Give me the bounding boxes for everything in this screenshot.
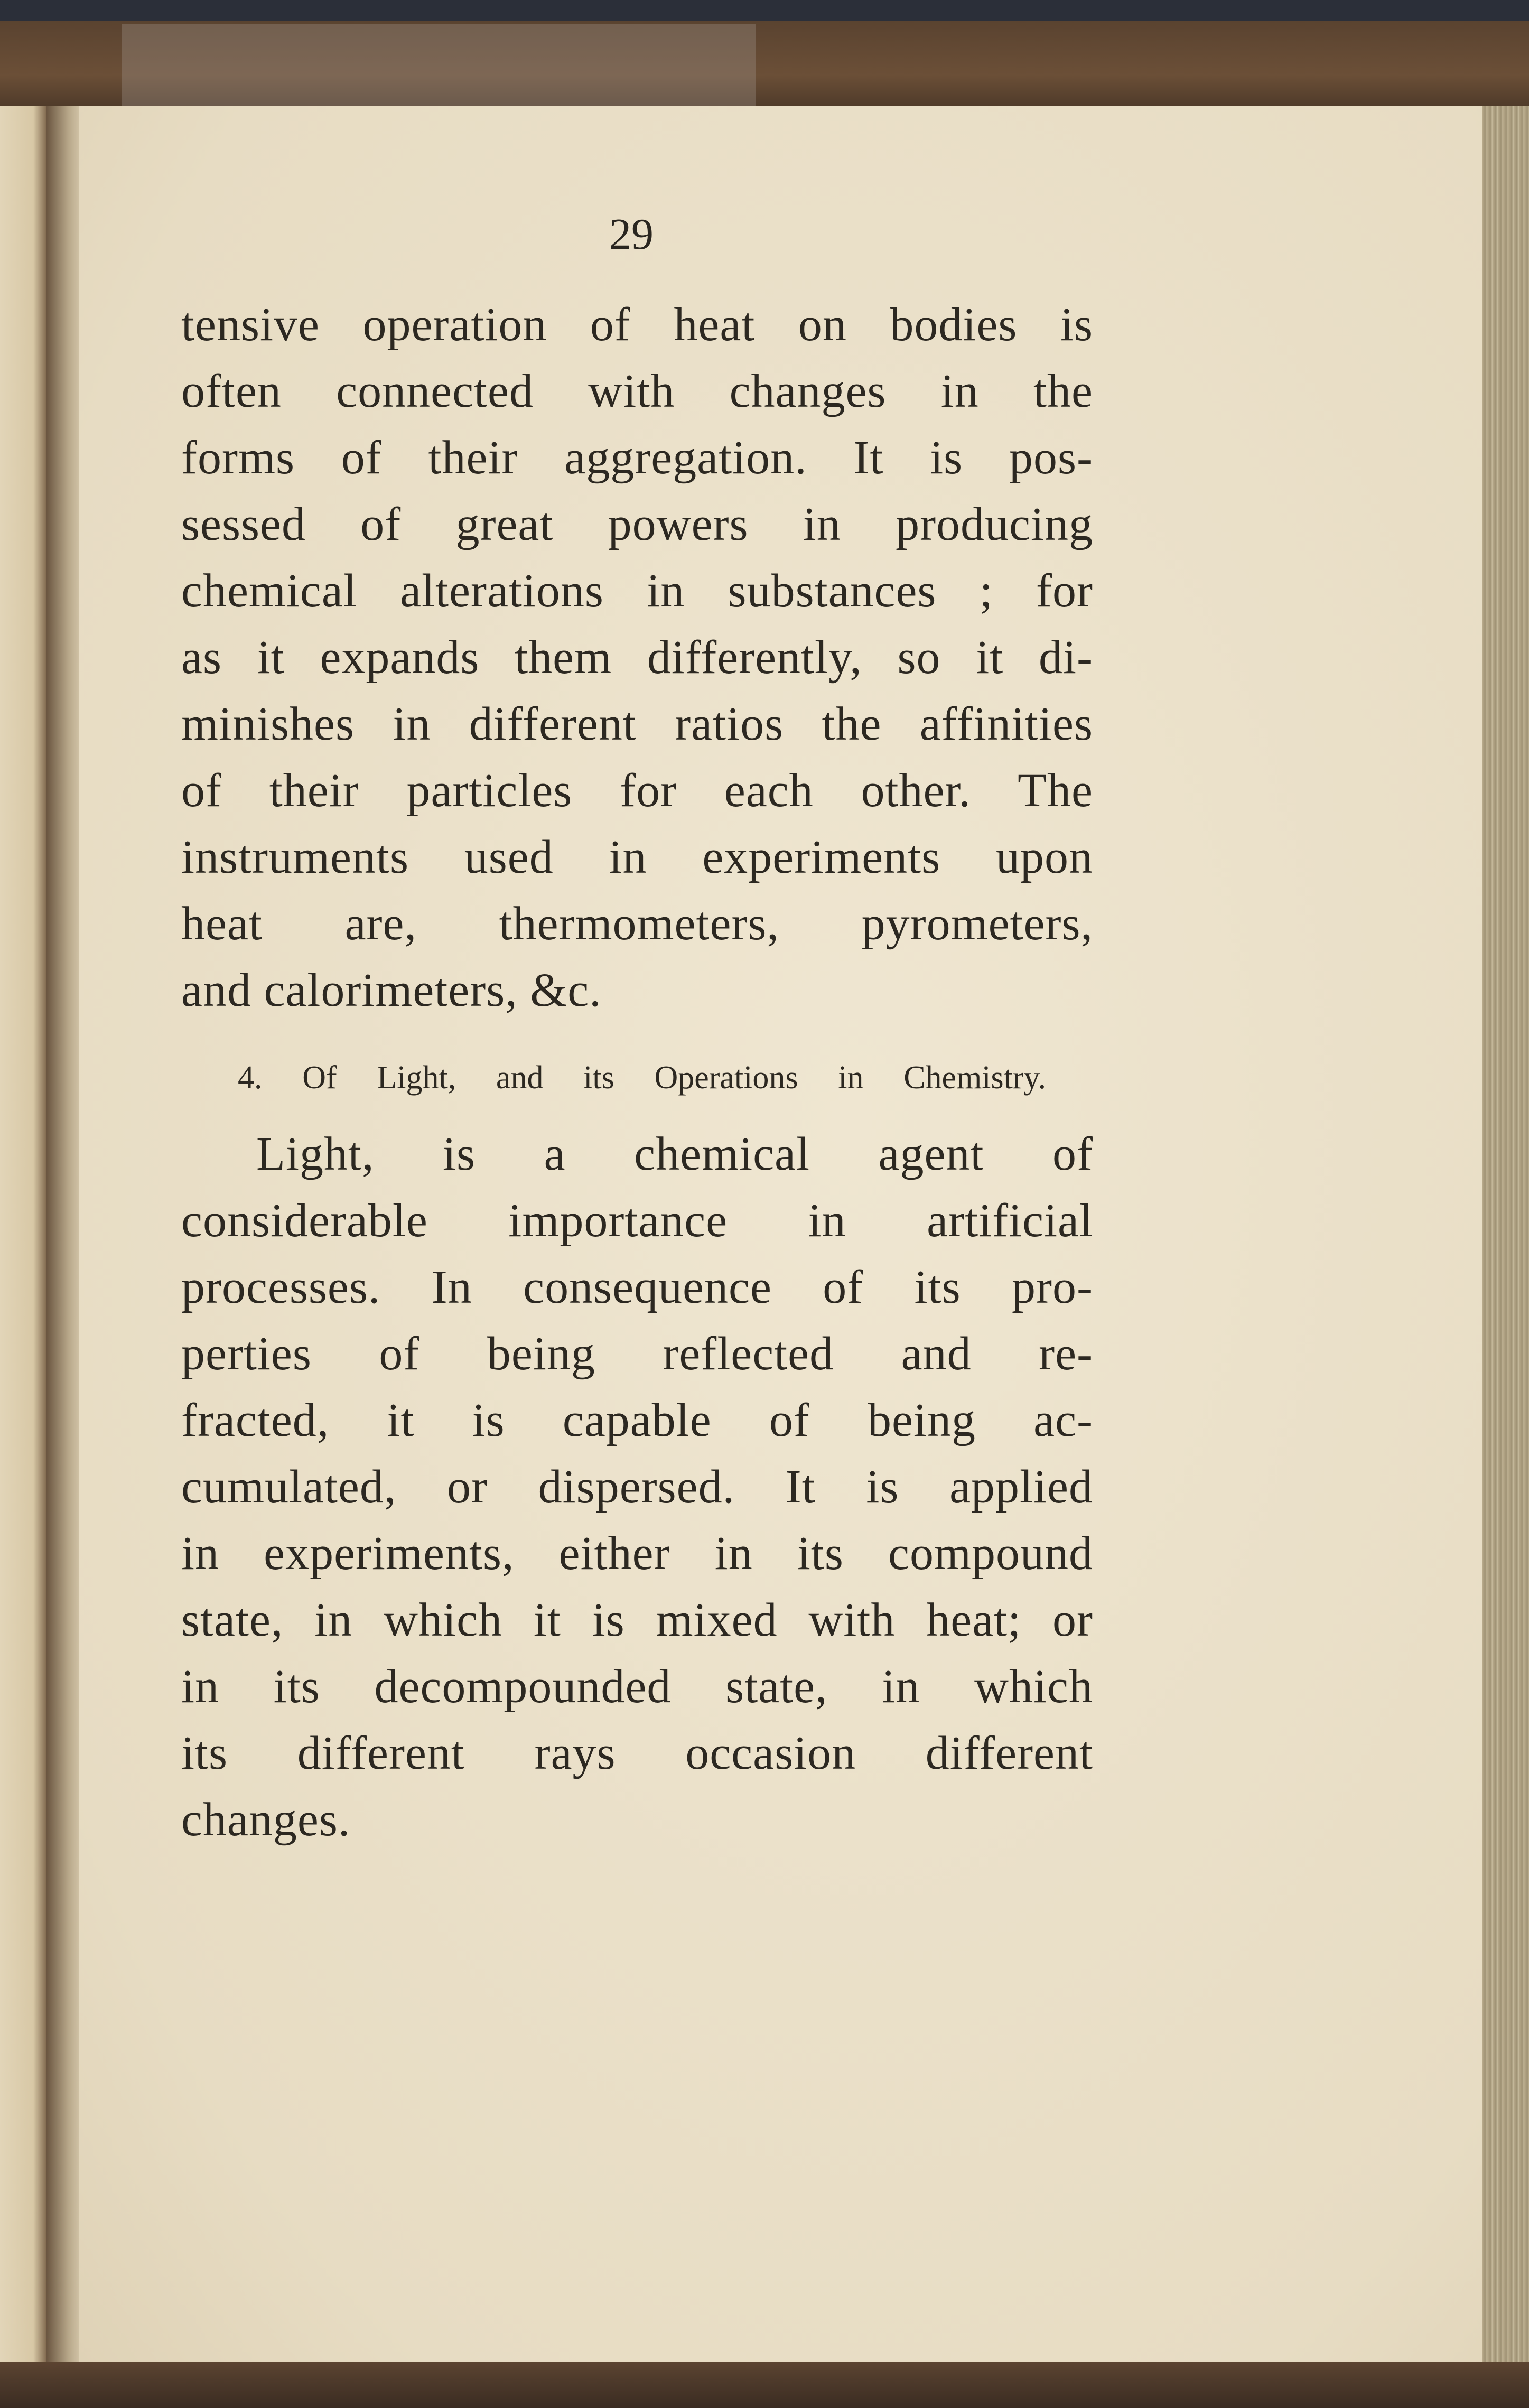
text-line: in experiments, either in its compound [181, 1527, 1093, 1580]
text-line: and calorimeters, &c. [181, 964, 602, 1016]
section-heading: 4. Of Light, and its Operations in Chemistry. [238, 1060, 1046, 1096]
text-line: chemical alterations in substances ; for [181, 565, 1093, 617]
text-line: forms of their aggregation. It is pos- [181, 432, 1093, 484]
facing-page-edge [0, 106, 48, 2367]
text-line: instruments used in experiments upon [181, 831, 1093, 883]
text-line: state, in which it is mixed with heat; or [181, 1594, 1093, 1646]
book-gutter [46, 106, 83, 2367]
text-line: its different rays occasion different [181, 1727, 1093, 1779]
text-line: fracted, it is capable of being ac- [181, 1394, 1093, 1446]
text-line: as it expands them differently, so it di- [181, 631, 1093, 684]
text-line: in its decompounded state, in which [181, 1660, 1093, 1713]
text-line: heat are, thermometers, pyrometers, [181, 898, 1093, 950]
text-line: often connected with changes in the [181, 365, 1093, 417]
text-line: perties of being reflected and re- [181, 1328, 1093, 1380]
text-line: changes. [181, 1794, 351, 1846]
text-line: of their particles for each other. The [181, 764, 1093, 817]
text-line: Light, is a chemical agent of [256, 1128, 1093, 1180]
text-line: minishes in different ratios the affinities [181, 698, 1093, 750]
text-line: cumulated, or dispersed. It is applied [181, 1461, 1093, 1513]
text-line: processes. In consequence of its pro- [181, 1261, 1093, 1313]
text-line: tensive operation of heat on bodies is [181, 298, 1093, 351]
text-line: considerable importance in artificial [181, 1194, 1093, 1247]
text-line: sessed of great powers in producing [181, 498, 1093, 550]
page-block-edge [1482, 106, 1529, 2367]
book-binding-bottom [0, 2362, 1529, 2408]
tape-strip [122, 24, 756, 111]
page-number: 29 [609, 210, 654, 259]
